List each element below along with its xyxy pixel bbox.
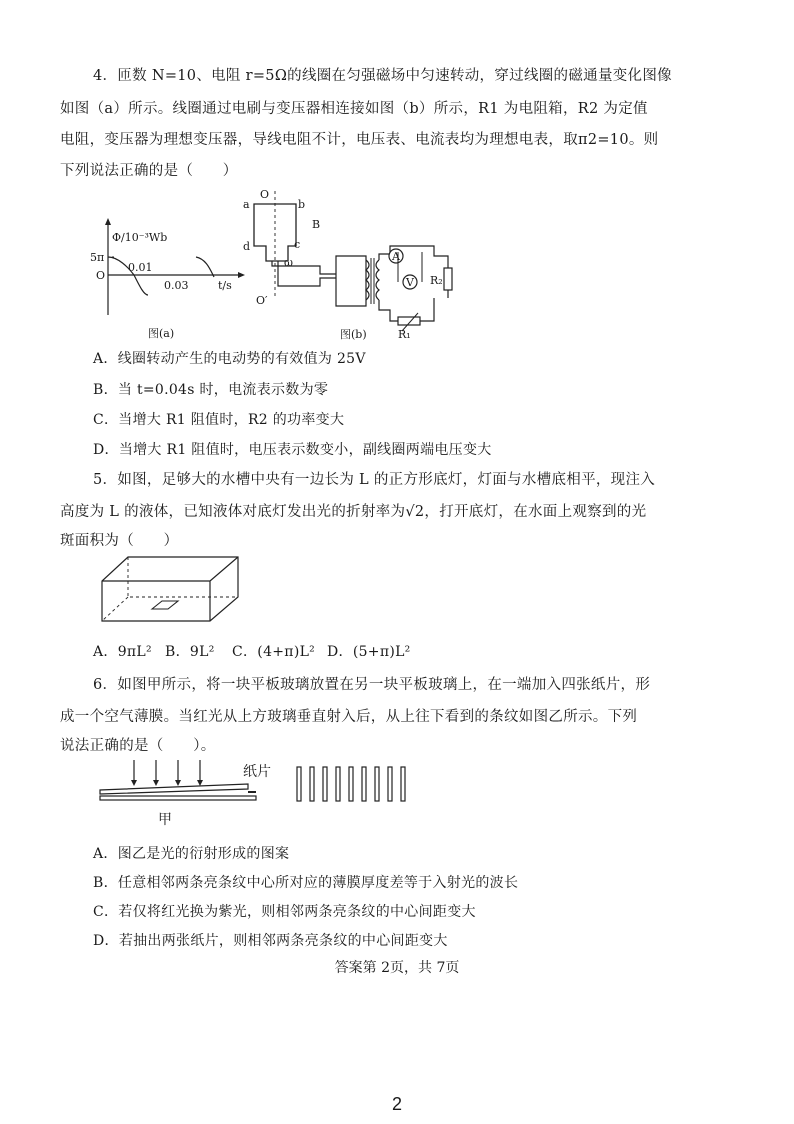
interference-fringes-figure xyxy=(296,766,416,802)
q4-option-c: C．当增大 R1 阻值时，R2 的功率变大 xyxy=(93,412,345,428)
fig-a-caption: 图(a) xyxy=(148,327,175,340)
flux-y-label: Φ/10⁻³Wb xyxy=(112,231,168,244)
q5-line-3: 斑面积为（ ） xyxy=(60,533,179,549)
q4-line-1: 4．匝数 N=10、电阻 r=5Ω的线圈在匀强磁场中匀速转动，穿过线圈的磁通量变化图像 xyxy=(93,68,672,84)
flux-y-tick: 5π xyxy=(90,251,105,264)
voltmeter-label: V xyxy=(406,276,414,289)
fig-b-caption: 图(b) xyxy=(340,328,367,341)
q4-line-2: 如图（a）所示。线圈通过电刷与变压器相连接如图（b）所示，R1 为电阻箱，R2 为定值 xyxy=(60,101,648,117)
circuit-corner-c: c xyxy=(294,238,301,251)
r1-label: R₁ xyxy=(398,328,411,341)
flux-x-tick-1: 0.01 xyxy=(128,261,153,274)
flux-graph-figure xyxy=(88,215,258,345)
circuit-corner-a: a xyxy=(243,198,250,211)
flux-origin: O xyxy=(96,269,106,282)
q5-line-2: 高度为 L 的液体，已知液体对底灯发出光的折射率为√2，打开底灯，在水面上观察到的光 xyxy=(60,504,647,520)
q6-option-b: B．任意相邻两条亮条纹中心所对应的薄膜厚度差等于入射光的波长 xyxy=(93,875,519,891)
q4-line-3: 电阻，变压器为理想变压器，导线电阻不计，电压表、电流表均为理想电表，取π2=10。则 xyxy=(60,132,659,148)
fig-jia-label: 甲 xyxy=(158,812,172,828)
q4-option-a: A．线圈转动产生的电动势的有效值为 25V xyxy=(93,351,366,367)
page-number: 2 xyxy=(391,1094,402,1114)
q5-option-a: A．9πL² xyxy=(93,644,152,660)
circuit-corner-d: d xyxy=(243,240,251,253)
q5-option-d: D．(5+π)L² xyxy=(327,644,411,660)
circuit-corner-b: b xyxy=(298,198,306,211)
q6-option-d: D．若抽出两张纸片，则相邻两条亮条纹的中心间距变大 xyxy=(93,933,448,949)
q4-option-d: D．当增大 R1 阻值时，电压表示数变小，副线圈两端电压变大 xyxy=(93,442,492,458)
r2-label: R₂ xyxy=(430,274,443,287)
glass-plates-figure xyxy=(98,758,278,828)
q4-option-b: B．当 t=0.04s 时，电流表示数为零 xyxy=(93,382,329,398)
circuit-field-b: B xyxy=(312,218,321,231)
q6-line-3: 说法正确的是（ ）。 xyxy=(60,738,216,754)
circuit-omega: ω xyxy=(284,256,293,269)
flux-x-label: t/s xyxy=(218,279,232,292)
circuit-o-bottom: O′ xyxy=(256,294,268,307)
q6-line-2: 成一个空气薄膜。当红光从上方玻璃垂直射入后，从上往下看到的条纹如图乙所示。下列 xyxy=(60,709,638,725)
circuit-o-top: O xyxy=(260,188,270,201)
flux-x-tick-2: 0.03 xyxy=(164,279,189,292)
coil-circuit-figure xyxy=(238,186,478,346)
ammeter-label: A xyxy=(392,250,400,263)
q4-line-4: 下列说法正确的是（ ） xyxy=(60,163,238,179)
water-tank-figure xyxy=(100,555,240,625)
q6-option-c: C．若仅将红光换为紫光，则相邻两条亮条纹的中心间距变大 xyxy=(93,904,476,920)
q6-option-a: A．图乙是光的衍射形成的图案 xyxy=(93,846,290,862)
q5-option-b: B．9L² xyxy=(165,644,215,660)
q5-option-c: C．(4+π)L² xyxy=(232,644,316,660)
q5-line-1: 5．如图，足够大的水槽中央有一边长为 L 的正方形底灯，灯面与水槽底相平，现注入 xyxy=(93,472,656,488)
page-footer: 答案第 2页，共 7页 xyxy=(334,960,460,976)
paper-label: 纸片 xyxy=(243,764,271,780)
q6-line-1: 6．如图甲所示，将一块平板玻璃放置在另一块平板玻璃上，在一端加入四张纸片，形 xyxy=(93,677,651,693)
